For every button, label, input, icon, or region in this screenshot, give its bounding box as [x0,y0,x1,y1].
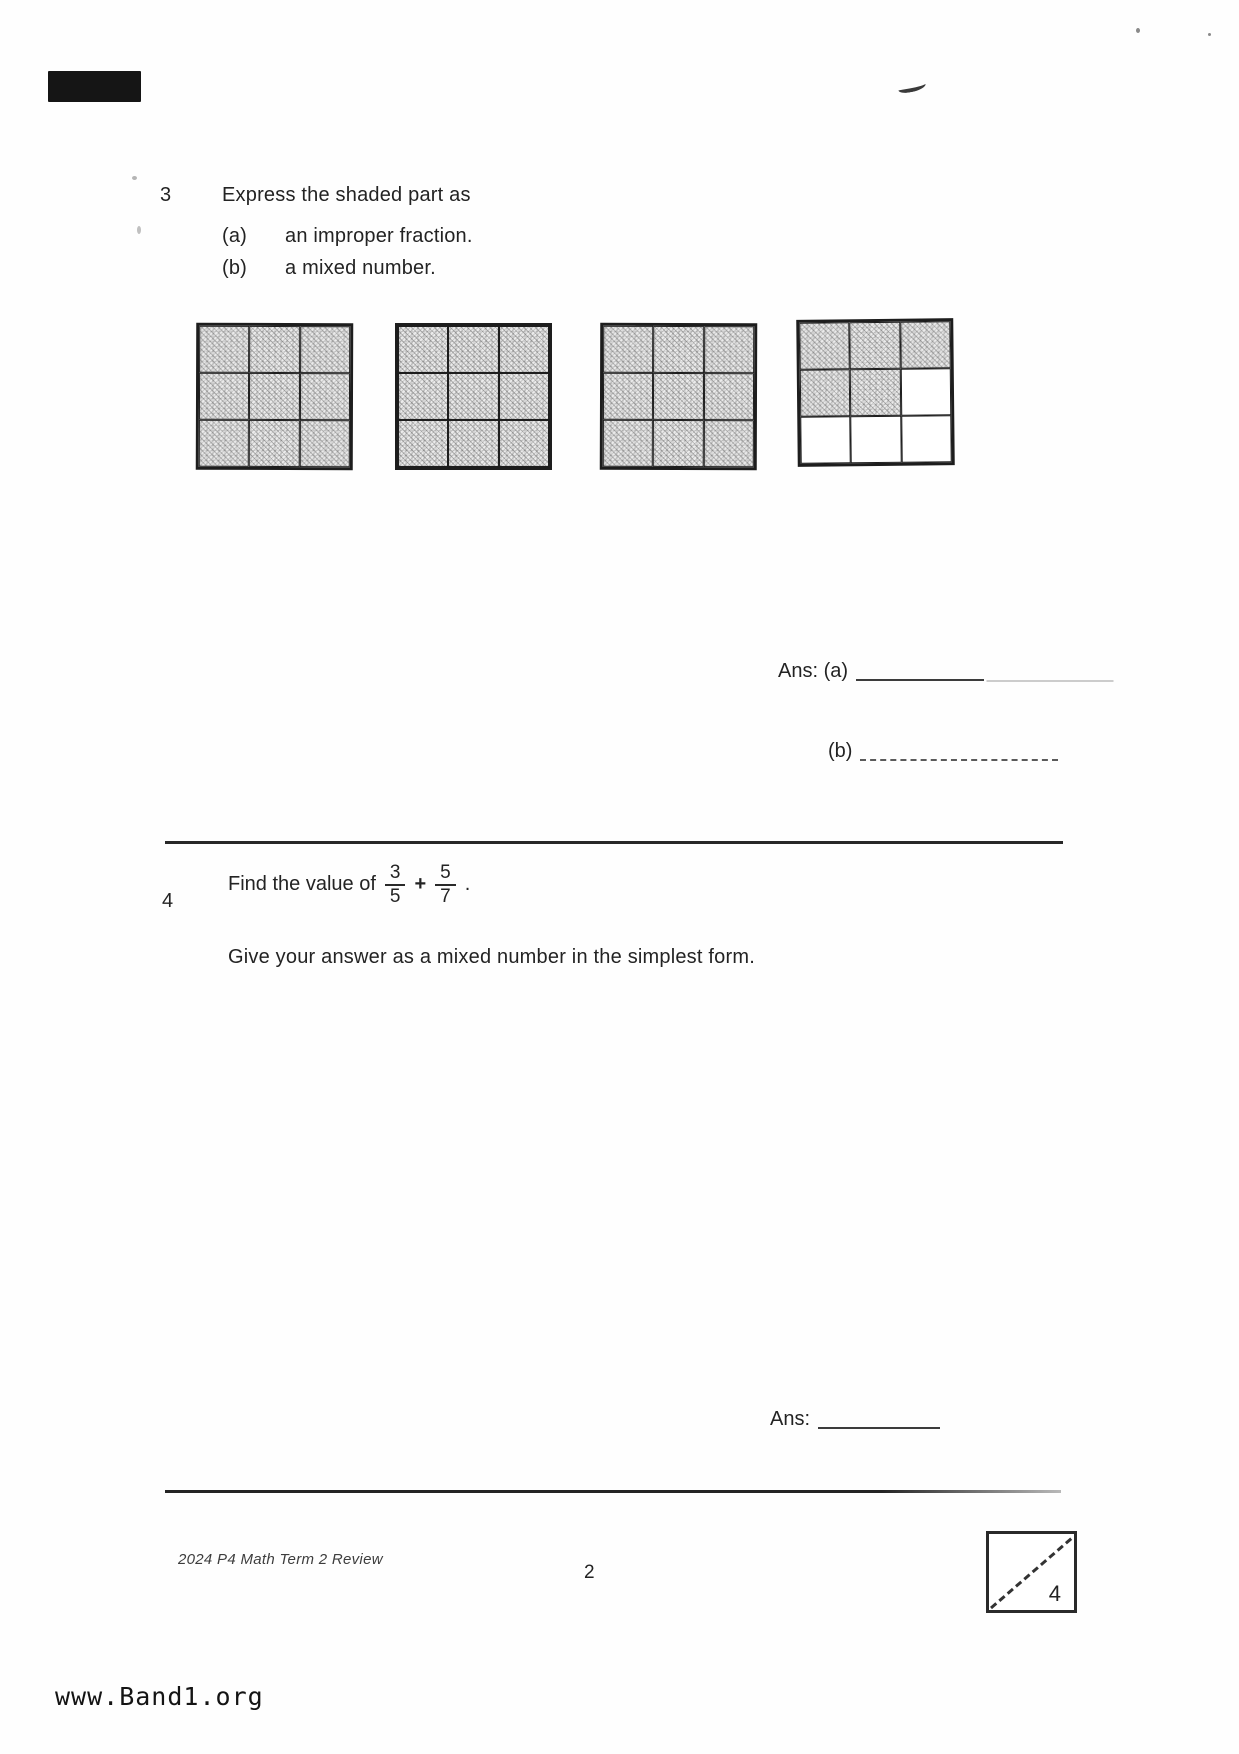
footer-divider [165,1490,1061,1493]
answer-row-b [828,740,1058,763]
shaded-cell [300,373,350,420]
shaded-cell [398,420,448,467]
shaded-cell [703,420,753,467]
shaded-cell [800,369,851,417]
plus-operator: + [414,873,427,896]
document-title: 2024 P4 Math Term 2 Review [178,1551,383,1568]
question3-part-b-text: a mixed number. [285,257,436,279]
answer-row-a [778,660,984,683]
shaded-cell [199,326,249,373]
shaded-cell [398,373,448,420]
scan-speck [1136,28,1140,33]
fraction-grid-3 [600,323,758,471]
page-number: 2 [584,1562,595,1583]
shaded-cell [199,373,249,420]
shaded-cell [603,326,653,373]
fraction-numerator: 3 [389,862,401,883]
scan-speck [137,226,141,234]
shaded-cell [398,326,448,373]
fraction-grid-2 [395,323,552,470]
shaded-cell [850,369,901,417]
redaction-mark [48,71,141,102]
shaded-cell [249,373,299,420]
shaded-cell [499,420,549,467]
diagonal-line [989,1534,1074,1610]
shaded-cell [653,420,703,467]
empty-cell [900,368,951,416]
question3-part-b-label: (b) [222,257,248,279]
shaded-cell [900,321,951,369]
question3-part-a-label: (a) [222,225,248,247]
fraction-denominator: 7 [435,884,456,908]
question4-expression [228,862,470,908]
shaded-cell [653,326,703,373]
section-divider [165,841,1063,844]
question4-prompt: Find the value of [228,873,376,896]
question3-prompt: Express the shaded part as [222,184,471,206]
fraction-grid-1 [196,323,354,471]
scan-speck [1208,33,1211,36]
shaded-cell [499,326,549,373]
question4-number: 4 [162,890,174,912]
shaded-cell [850,322,901,370]
shaded-cell [499,373,549,420]
answer-b-blank-line [860,759,1058,761]
answer-q4-blank-line [818,1427,940,1429]
shaded-cell [603,373,653,420]
answer-a-label: Ans: (a) [778,660,849,682]
answer-a-blank-line [856,679,984,681]
fraction-denominator: 5 [385,884,406,908]
empty-cell [851,416,902,464]
fraction-numerator: 5 [440,862,451,883]
shaded-cell [448,420,498,467]
shaded-cell [249,326,299,373]
answer-b-label: (b) [828,740,853,762]
shaded-cell [249,420,299,467]
shaded-cell [704,326,754,373]
sentence-period: . [464,873,471,896]
shaded-cell [199,420,249,467]
shaded-cell [653,373,703,420]
shaded-cell [448,326,498,373]
question4-instruction: Give your answer as a mixed number in the simplest form. [228,946,755,968]
shaded-cell [299,420,349,467]
shaded-cell [799,322,850,370]
score-box [986,1531,1077,1613]
shaded-cell [300,326,350,373]
pen-scribble-mark [897,80,926,95]
question3-number: 3 [160,184,172,206]
fraction-five-sevenths [435,862,456,908]
answer-row-q4 [770,1408,940,1431]
score-box-value: 4 [1048,1581,1061,1606]
answer-q4-label: Ans: [770,1408,811,1430]
empty-cell [800,416,851,464]
watermark-url: www.Band1.org [55,1682,264,1711]
empty-cell [901,415,952,463]
scan-speck [132,176,137,180]
shaded-cell [448,373,498,420]
shaded-cell [704,373,754,420]
question3-part-a-text: an improper fraction. [285,225,473,247]
fraction-three-fifths [385,862,406,908]
fraction-grid-4 [796,318,955,467]
shaded-cell [603,420,653,467]
